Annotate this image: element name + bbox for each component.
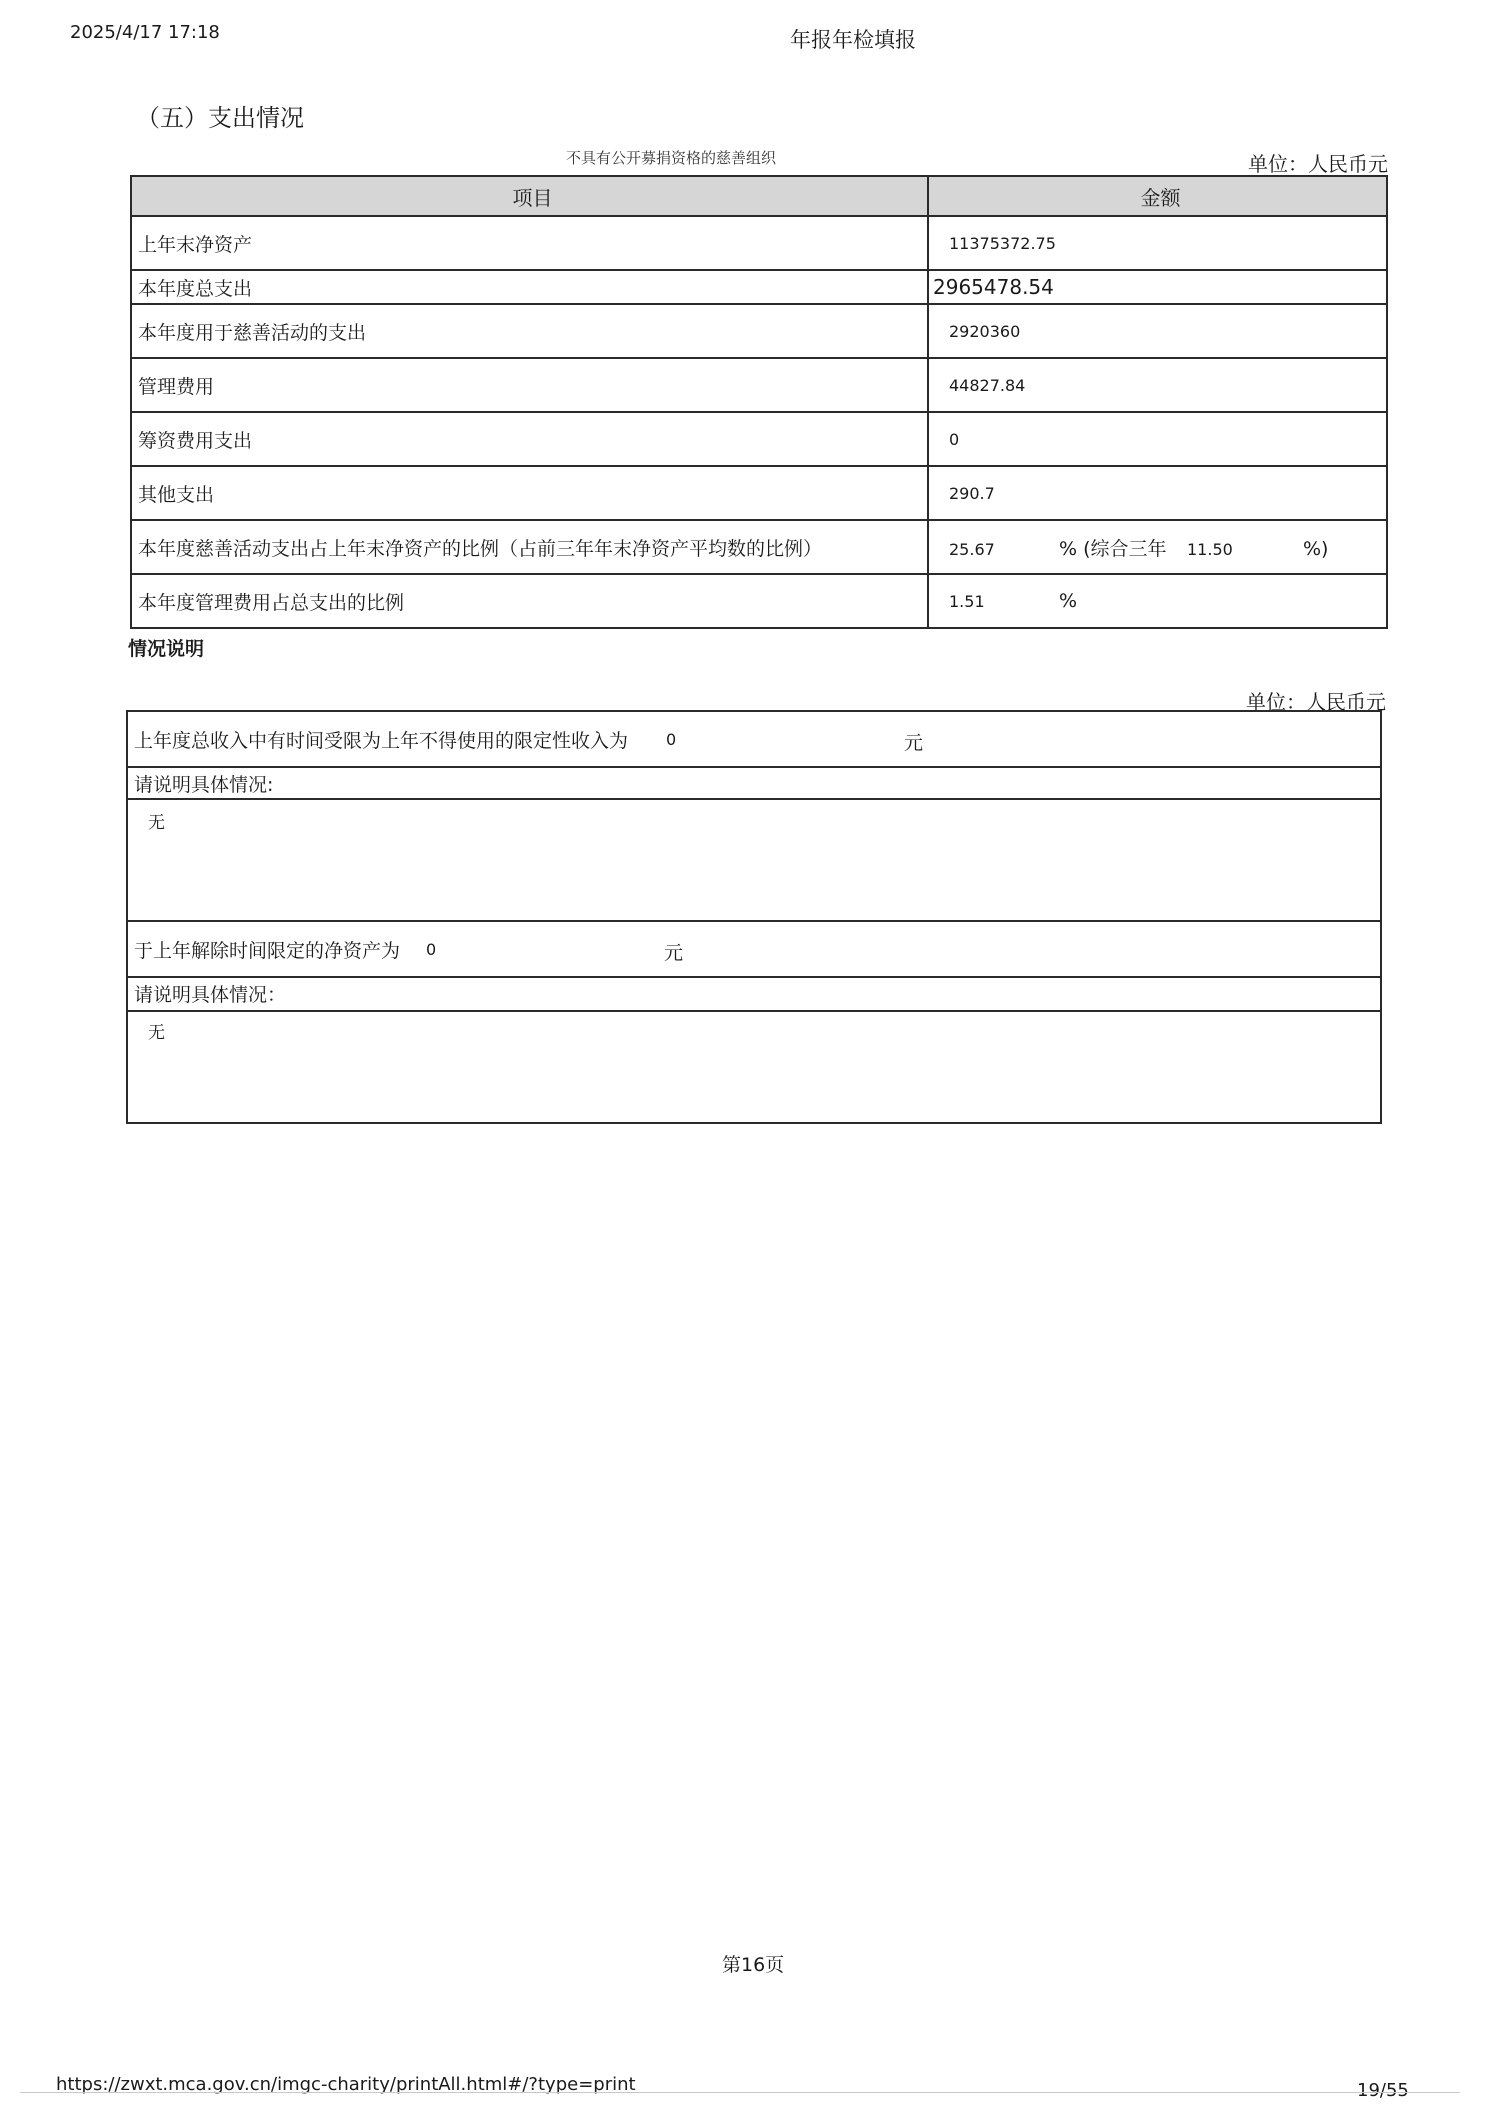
page-number: 第16页 (722, 1954, 785, 1976)
table-row-mgmt-ratio (131, 574, 1387, 628)
table-row-charity-ratio (131, 520, 1387, 574)
table-row (131, 216, 1387, 270)
print-datetime: 2025/4/17 17:18 (70, 22, 220, 43)
released-assets-value: 0 (426, 940, 437, 959)
released-assets-label: 于上年解除时间限定的净资产为 (134, 940, 401, 962)
column-header-item: 项目 (131, 176, 928, 216)
section-title: （五）支出情况 (136, 104, 304, 132)
row-label: 其他支出 (131, 466, 928, 520)
table-subtitle: 不具有公开募捐资格的慈善组织 (566, 149, 777, 167)
print-url: https://zwxt.mca.gov.cn/imgc-charity/printAll.html#/?type=print (56, 2074, 636, 2095)
table-row (131, 358, 1387, 412)
row-label: 管理费用 (131, 358, 928, 412)
table-row (131, 304, 1387, 358)
print-page-count: 19/55 (1357, 2080, 1409, 2101)
percent-sign: % (1059, 590, 1078, 612)
row-label: 本年度用于慈善活动的支出 (131, 304, 928, 358)
page-header-title: 年报年检填报 (790, 28, 916, 52)
currency-label: 元 (664, 942, 684, 964)
three-year-label: % (综合三年 (1059, 537, 1167, 560)
row-label: 本年度管理费用占总支出的比例 (131, 574, 928, 628)
currency-label: 元 (904, 732, 924, 754)
explain-label: 请说明具体情况： (134, 984, 287, 1006)
bottom-rule (20, 2092, 1460, 2093)
row-label: 本年度总支出 (131, 270, 928, 304)
ratio-value: 25.67 (949, 539, 995, 559)
row-label: 本年度慈善活动支出占上年末净资产的比例（占前三年年末净资产平均数的比例） (131, 520, 928, 574)
table-row (131, 466, 1387, 520)
table-row (131, 270, 1387, 304)
row-label: 筹资费用支出 (131, 412, 928, 466)
restricted-income-label: 上年度总收入中有时间受限为上年不得使用的限定性收入为 (134, 730, 629, 752)
explain-label: 请说明具体情况: (134, 774, 274, 796)
row-value (928, 574, 1387, 628)
notes-title: 情况说明 (128, 638, 205, 660)
column-header-amount: 金额 (928, 176, 1387, 216)
table-header-row (131, 176, 1387, 216)
explain-text: 无 (148, 813, 165, 833)
restricted-income-value: 0 (666, 730, 677, 749)
three-year-close: %) (1303, 537, 1329, 560)
unit-label: 单位：人民币元 (1248, 152, 1388, 176)
mgmt-ratio-value: 1.51 (949, 592, 985, 611)
expense-table (130, 175, 1388, 629)
row-value: 0 (928, 412, 1387, 466)
notes-box (126, 710, 1382, 1124)
notes-unit-label: 单位：人民币元 (1246, 690, 1386, 714)
row-value: 2920360 (928, 304, 1387, 358)
three-year-value: 11.50 (1187, 539, 1233, 559)
row-value (928, 520, 1387, 574)
explain-text: 无 (148, 1023, 165, 1043)
row-value: 11375372.75 (928, 216, 1387, 270)
row-label: 上年末净资产 (131, 216, 928, 270)
table-row (131, 412, 1387, 466)
row-value: 2965478.54 (928, 270, 1387, 304)
row-value: 44827.84 (928, 358, 1387, 412)
row-value: 290.7 (928, 466, 1387, 520)
